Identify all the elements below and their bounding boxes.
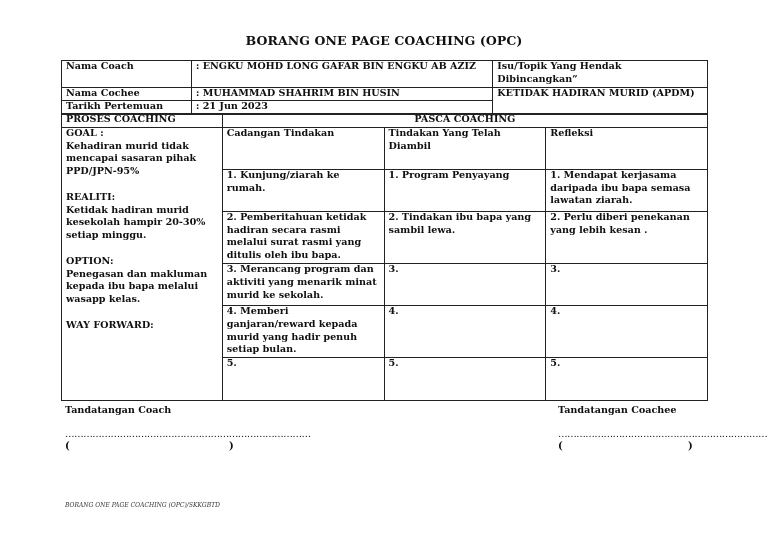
row5-tindakan: 5. — [384, 358, 546, 401]
option-text: Penegasan dan makluman kepada ibu bapa melalui wasapp kelas. — [66, 268, 208, 306]
goal-label: GOAL : — [66, 127, 104, 139]
coachee-signature-line: …………………………………………………………… — [558, 429, 768, 440]
coachee-name-value: : MUHAMMAD SHAHRIM BIN HUSIN — [191, 87, 492, 101]
row5-refleksi: 5. — [546, 358, 708, 401]
proses-coaching-header: PROSES COACHING — [62, 114, 223, 128]
coachee-name-label: Nama Cochee — [62, 87, 192, 101]
row4-cadangan: 4. Memberi ganjaran/reward kepada murid yang hadir penuh setiap bulan. — [222, 305, 384, 357]
option-label: OPTION: — [66, 255, 114, 267]
coachee-signature-label: Tandatangan Coachee — [558, 405, 677, 416]
coach-name-value: : ENGKU MOHD LONG GAFAR BIN ENGKU AB AZIZ — [191, 61, 492, 88]
row5-cadangan: 5. — [222, 358, 384, 401]
coach-name-close-paren: ) — [229, 441, 234, 452]
row1-cadangan: 1. Kunjung/ziarah ke rumah. — [222, 169, 384, 211]
row3-refleksi: 3. — [546, 263, 708, 305]
realiti-label: REALITI: — [66, 191, 116, 203]
col-refleksi-header: Refleksi — [546, 127, 708, 169]
meeting-date-value: : 21 Jun 2023 — [191, 101, 492, 115]
goal-text: Kehadiran murid tidak mencapai sasaran pihak PPD/JPN-95% — [66, 140, 197, 178]
coach-signature-line: ……………………………………………………………………… — [65, 429, 311, 440]
form-title: BORANG ONE PAGE COACHING (OPC) — [245, 33, 523, 48]
row2-tindakan: 2. Tindakan ibu bapa yang sambil lewa. — [384, 211, 546, 263]
footer-text: BORANG ONE PAGE COACHING (OPC)/SKKGBTD — [65, 502, 220, 509]
coach-name-label: Nama Coach — [62, 61, 192, 88]
row4-tindakan: 4. — [384, 305, 546, 357]
info-table — [61, 60, 708, 115]
coachee-name-open-paren: ( — [558, 441, 563, 452]
row1-refleksi: 1. Mendapat kerjasama daripada ibu bapa semasa lawatan ziarah. — [546, 169, 708, 211]
proses-coaching-cell — [62, 127, 223, 400]
row3-tindakan: 3. — [384, 263, 546, 305]
col-tindakan-header: Tindakan Yang Telah Diambil — [384, 127, 546, 169]
row3-cadangan: 3. Merancang program dan aktiviti yang menarik minat murid ke sekolah. — [222, 263, 384, 305]
topic-value: KETIDAK HADIRAN MURID (APDM) — [493, 87, 708, 115]
coach-name-open-paren: ( — [65, 441, 70, 452]
pasca-coaching-header: PASCA COACHING — [222, 114, 707, 128]
row2-refleksi: 2. Perlu diberi penekanan yang lebih kesan . — [546, 211, 708, 263]
realiti-text: Ketidak hadiran murid kesekolah hampir 20-30% setiap minggu. — [66, 204, 206, 242]
row4-refleksi: 4. — [546, 305, 708, 357]
row1-tindakan: 1. Program Penyayang — [384, 169, 546, 211]
coaching-table — [61, 113, 708, 401]
col-cadangan-header: Cadangan Tindakan — [222, 127, 384, 169]
topic-label: Isu/Topik Yang Hendak Dibincangkan” — [493, 61, 708, 88]
row2-cadangan: 2. Pemberitahuan ketidak hadiran secara rasmi melalui surat rasmi yang ditulis oleh ibu bapa. — [222, 211, 384, 263]
coach-signature-label: Tandatangan Coach — [65, 405, 172, 416]
coachee-name-close-paren: ) — [688, 441, 693, 452]
meeting-date-label: Tarikh Pertemuan — [62, 101, 192, 115]
way-forward-label: WAY FORWARD: — [66, 319, 154, 331]
